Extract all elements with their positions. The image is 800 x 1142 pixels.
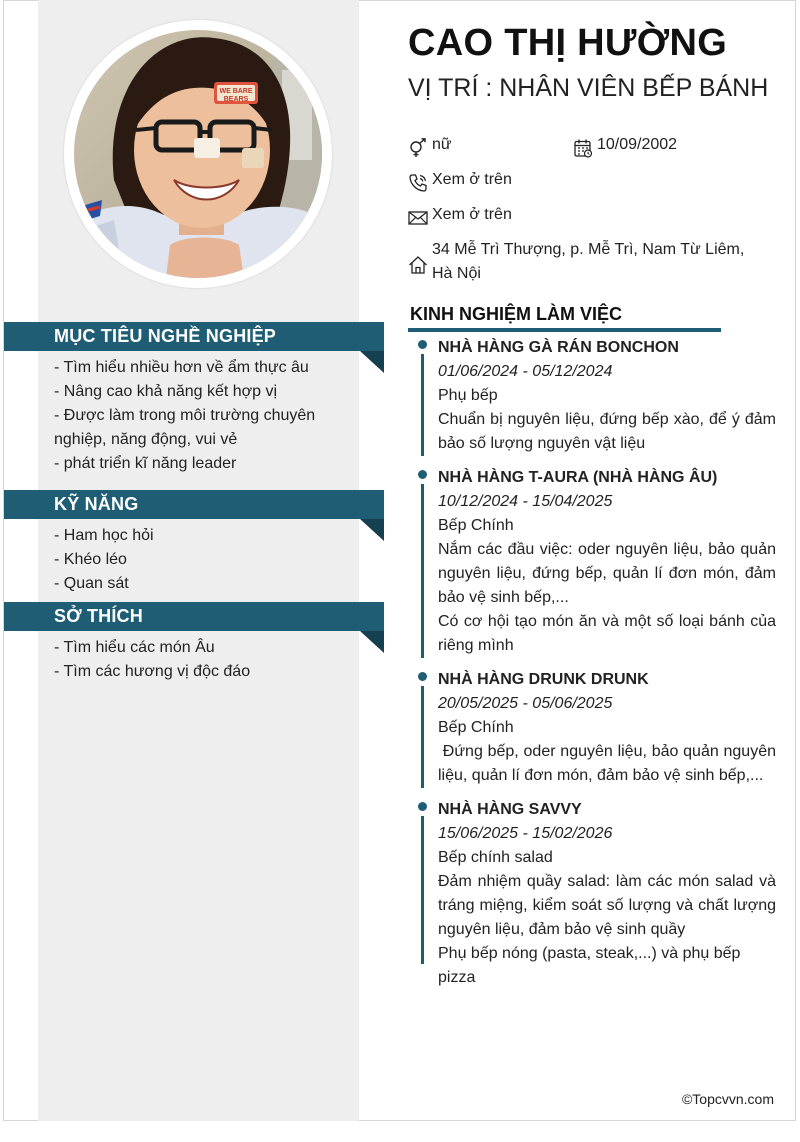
- timeline-bullet: [418, 672, 427, 681]
- job-dates: 10/12/2024 - 15/04/2025: [438, 493, 613, 510]
- objective-band-fold: [360, 351, 384, 373]
- timeline-line: [421, 484, 424, 658]
- list-item: - Tìm các hương vị độc đáo: [54, 663, 251, 680]
- job-entry: [418, 466, 776, 658]
- email-value[interactable]: Xem ở trên: [432, 206, 512, 223]
- objective-band: [4, 322, 384, 351]
- mail-icon: [408, 208, 428, 228]
- birthdate-row: [573, 136, 677, 158]
- timeline-bullet: [418, 340, 427, 349]
- list-item: - Tìm hiểu các món Âu: [54, 639, 215, 656]
- job-company: NHÀ HÀNG T-AURA (NHÀ HÀNG ÂU): [438, 469, 718, 486]
- position-title: VỊ TRÍ : NHÂN VIÊN BẾP BÁNH: [408, 74, 769, 102]
- objective-title: MỤC TIÊU NGHỀ NGHIỆP: [54, 326, 277, 346]
- calendar-icon: [573, 138, 593, 158]
- birthdate-value: 10/09/2002: [597, 136, 678, 153]
- job-detail: Chuẩn bị nguyên liệu, đứng bếp xào, để ý đảm bảo số lượng nguyên vật liệu: [438, 411, 776, 452]
- job-role: Phụ bếp: [438, 387, 498, 404]
- list-item: - Nâng cao khả năng kết hợp vị: [54, 383, 278, 400]
- hobbies-list: [54, 636, 344, 684]
- experience-underline: [408, 328, 721, 332]
- job-dates: 01/06/2024 - 05/12/2024: [438, 363, 613, 380]
- objective-list: [54, 356, 344, 476]
- timeline-bullet: [418, 470, 427, 479]
- job-dates: 20/05/2025 - 05/06/2025: [438, 695, 613, 712]
- job-entry: [418, 798, 776, 990]
- skills-title: KỸ NĂNG: [54, 494, 139, 514]
- job-detail: Đứng bếp, oder nguyên liệu, bảo quản nguyên liệu, quản lí đơn món, đảm bảo vệ sinh bếp,...: [438, 743, 781, 784]
- phone-icon: [408, 173, 428, 193]
- avatar-illustration: [74, 30, 322, 278]
- job-entry: [418, 668, 781, 788]
- gender-icon: [408, 138, 428, 158]
- list-item: - Khéo léo: [54, 551, 127, 568]
- candidate-name: CAO THỊ HƯỜNG: [408, 22, 728, 64]
- gender-row: [408, 136, 452, 158]
- hobbies-title: SỞ THÍCH: [54, 606, 143, 626]
- list-item: - Tìm hiểu nhiều hơn về ẩm thực âu: [54, 359, 309, 376]
- job-entry: [418, 336, 776, 456]
- job-detail: Nắm các đầu việc: oder nguyên liệu, bảo quản nguyên liệu, đứng bếp, quản lí đơn món, đảm bảo vệ sinh bếp,...: [438, 541, 776, 606]
- job-detail: Có cơ hội tạo món ăn và một số loại bánh của riêng mình: [438, 613, 776, 654]
- phone-row: [408, 171, 512, 193]
- phone-value[interactable]: Xem ở trên: [432, 171, 512, 188]
- email-row: [408, 206, 512, 228]
- skills-band-fold: [360, 519, 384, 541]
- experience-heading: KINH NGHIỆM LÀM VIỆC: [410, 304, 623, 324]
- job-company: NHÀ HÀNG DRUNK DRUNK: [438, 671, 649, 688]
- skills-band: [4, 490, 384, 519]
- hobbies-band-fold: [360, 631, 384, 653]
- address-value: 34 Mễ Trì Thượng, p. Mễ Trì, Nam Từ Liêm, Hà Nội: [432, 241, 745, 282]
- list-item: - Ham học hỏi: [54, 527, 154, 544]
- timeline-line: [421, 686, 424, 788]
- hobbies-band: [4, 602, 384, 631]
- job-role: Bếp Chính: [438, 517, 514, 534]
- job-company: NHÀ HÀNG SAVVY: [438, 801, 582, 818]
- footer-copyright[interactable]: ©Topcvvn.com: [681, 1091, 774, 1107]
- job-detail: Đảm nhiệm quầy salad: làm các món salad và tráng miệng, kiểm soát số lượng và chất lượng nguyên liệu, đảm bảo vệ sinh quầy: [438, 873, 776, 938]
- photo-sticker-text: WE BARE BEARS: [219, 88, 253, 103]
- home-icon: [408, 255, 428, 275]
- list-item: - Quan sát: [54, 575, 129, 592]
- list-item: - phát triển kĩ năng leader: [54, 455, 237, 472]
- timeline-bullet: [418, 802, 427, 811]
- skills-list: [54, 524, 344, 596]
- timeline-line: [421, 354, 424, 456]
- job-role: Bếp Chính: [438, 719, 514, 736]
- job-company: NHÀ HÀNG GÀ RÁN BONCHON: [438, 339, 679, 356]
- address-row: [408, 241, 768, 286]
- job-dates: 15/06/2025 - 15/02/2026: [438, 825, 613, 842]
- timeline-line: [421, 816, 424, 964]
- job-role: Bếp chính salad: [438, 849, 553, 866]
- job-detail: Phụ bếp nóng (pasta, steak,...) và phụ bếp pizza: [438, 945, 741, 986]
- gender-value: nữ: [432, 136, 452, 153]
- avatar: [74, 30, 322, 278]
- list-item: - Được làm trong môi trường chuyên nghiệp, năng động, vui vẻ: [54, 407, 316, 448]
